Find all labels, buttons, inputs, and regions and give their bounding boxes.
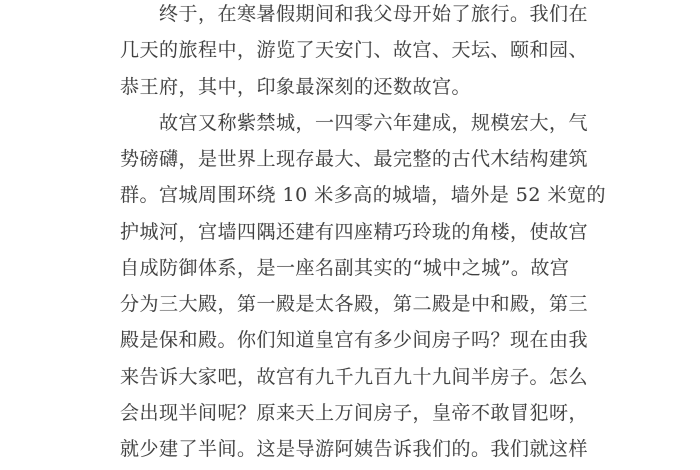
essay-text-block xyxy=(120,0,607,467)
text-line: 会出现半间呢？原来天上万间房子，皇帝不敢冒犯呀， xyxy=(120,401,589,424)
text-line: 势磅礴，是世界上现存最大、最完整的古代木结构建筑 xyxy=(120,148,589,170)
text-line: 终于，在寒暑假期间和我父母开始了旅行。我们在 xyxy=(159,3,589,25)
text-line: 殿是保和殿。你们知道皇宫有多少间房子吗？现在由我 xyxy=(120,329,589,352)
text-line: 来告诉大家吧，故宫有九千九百九十九间半房子。怎么 xyxy=(120,365,589,388)
text-line: 恭王府，其中，印象最深刻的还数故宫。 xyxy=(120,75,472,98)
text-line: 几天的旅程中，游览了天安门、故宫、天坛、颐和园、 xyxy=(120,39,589,62)
text-line: 护城河，宫墙四隅还建有四座精巧玲珑的角楼，使故宫 xyxy=(120,220,589,243)
text-line: 自成防御体系，是一座名副其实的“城中之城”。故宫 xyxy=(120,256,570,279)
text-line: 群。宫城周围环绕 10 米多高的城墙，墙外是 52 米宽的 xyxy=(120,184,607,207)
text-line: 就少建了半间。这是导游阿姨告诉我们的。我们就这样 xyxy=(120,438,589,460)
text-line: 故宫又称紫禁城，一四零六年建成，规模宏大，气 xyxy=(159,111,589,134)
text-line: 分为三大殿，第一殿是太各殿，第二殿是中和殿，第三 xyxy=(120,293,589,315)
